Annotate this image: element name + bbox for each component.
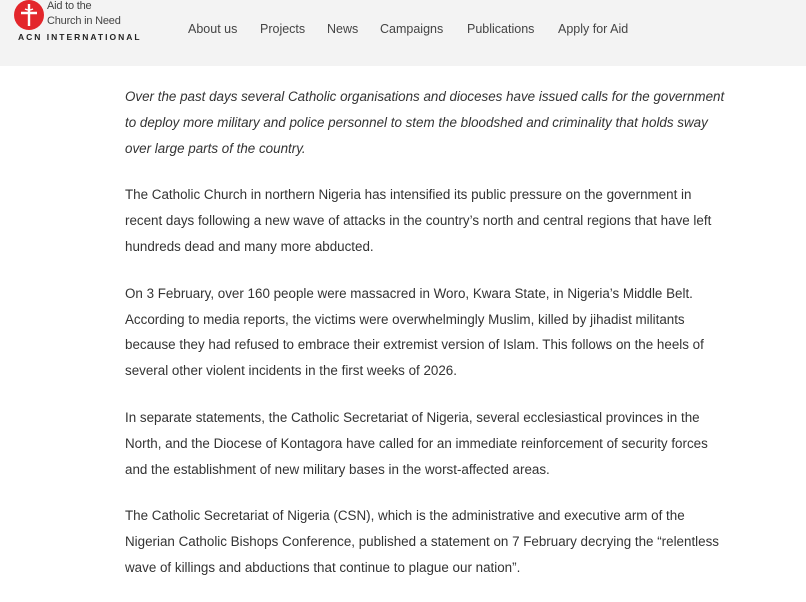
article-lead: Over the past days several Catholic organisations and dioceses have issued calls for the government to deploy more military and police personnel to stem the bloodshed and criminality that holds sway over large parts of the country.	[125, 89, 725, 156]
logo-subtitle: ACN INTERNATIONAL	[18, 32, 142, 42]
nav-news[interactable]: News	[327, 22, 359, 36]
nav-publications[interactable]: Publications	[467, 22, 535, 36]
article-body	[125, 84, 730, 602]
nav-projects[interactable]: Projects	[260, 22, 306, 36]
page-scrollbar[interactable]	[798, 66, 806, 582]
acn-logo[interactable]	[12, 0, 152, 46]
article-paragraph: The Catholic Secretariat of Nigeria (CSN), which is the administrative and executive arm of the Nigerian Catholic Bishops Conference, published a statement on 7 February decrying the “relentless wave of killings and abductions that continue to plague our nation”.	[125, 508, 719, 575]
logo-text-line2: Church in Need	[47, 15, 121, 27]
nav-about-us[interactable]: About us	[188, 22, 238, 36]
article-paragraph: The Catholic Church in northern Nigeria has intensified its public pressure on the government in recent days following a new wave of attacks in the country’s north and central regions that have left hundreds dead and many more abducted.	[125, 187, 712, 254]
nav-apply-for-aid[interactable]: Apply for Aid	[558, 22, 629, 36]
article-paragraph: In separate statements, the Catholic Secretariat of Nigeria, several ecclesiastical provinces in the North, and the Diocese of Kontagora have called for an immediate reinforcement of security forces and the establishment of new military bases in the worst-affected areas.	[125, 409, 708, 477]
logo-text-line1: Aid to the	[47, 0, 92, 12]
nav-campaigns[interactable]: Campaigns	[380, 22, 444, 36]
site-header	[0, 0, 806, 66]
cross-logo-icon	[14, 0, 44, 30]
article-paragraph: On 3 February, over 160 people were massacred in Woro, Kwara State, in Nigeria’s Middle Belt. According to media reports, the victims were overwhelmingly Muslim, killed by jihadist militants because they had refused to embrace their extremist version of Islam. This follows on the heels of several other violent incidents in the first weeks of 2026.	[125, 285, 704, 379]
